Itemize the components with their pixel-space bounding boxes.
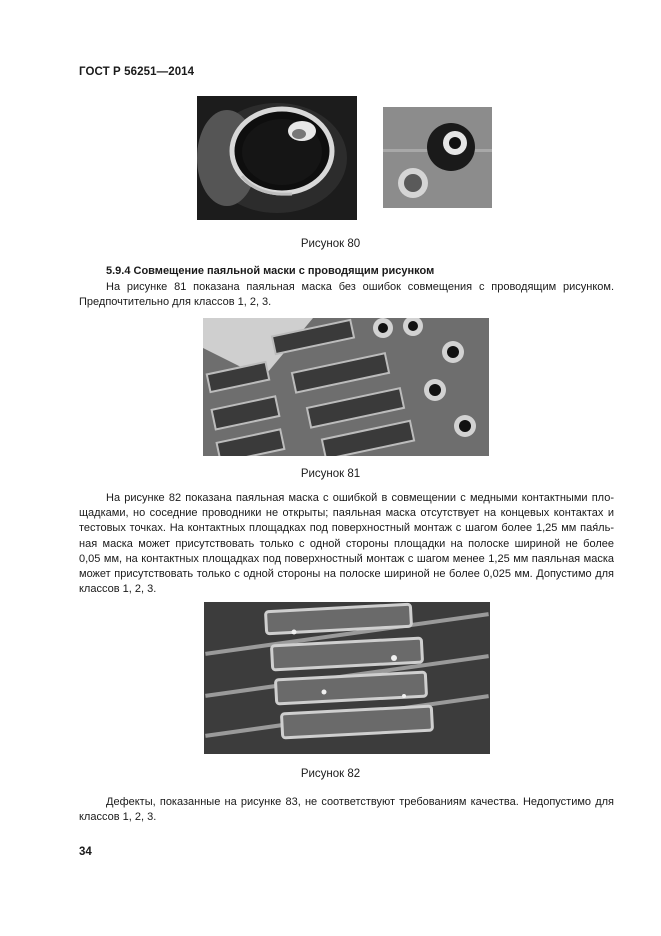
paragraph-line: На рисунке 81 показана паяльная маска без ошибок совмещения с проводящим рисунком. xyxy=(106,281,614,293)
figure-80-caption: Рисунок 80 xyxy=(300,238,361,250)
figure-82-caption: Рисунок 82 xyxy=(300,768,361,780)
figure-81-photo xyxy=(203,318,489,456)
paragraph-1 xyxy=(79,280,614,310)
paragraph-2 xyxy=(79,491,614,597)
paragraph-line: На рисунке 82 показана паяльная маска с ошибкой в совмещении с медными контактными пло- xyxy=(106,492,614,504)
paragraph-3 xyxy=(79,795,614,825)
paragraph-line: 0,05 мм, на контактных площадках под поверхностный монтаж с шагом менее 1,25 мм паяльная маска xyxy=(79,552,614,565)
paragraph-line: тестовых точках. На контактных площадках под поверхностный монтаж с шагом более 1,25 мм пая́ль- xyxy=(79,522,614,535)
paragraph-line: Предпочтительно для классов 1, 2, 3. xyxy=(79,296,272,309)
section-title: 5.9.4 Совмещение паяльной маски с проводящим рисунком xyxy=(106,265,435,277)
figure-81-caption: Рисунок 81 xyxy=(300,468,361,480)
paragraph-line: щадками, но соседние проводники не открыты; паяльная маска отсутствует на концевых контактах и xyxy=(79,507,614,520)
paragraph-line: ная маска может присутствовать только с одной стороны площадки на полоске шириной не более xyxy=(79,537,614,550)
paragraph-line: Дефекты, показанные на рисунке 83, не соответствуют требованиям качества. Недопустимо для xyxy=(106,796,614,808)
page-number: 34 xyxy=(79,846,92,858)
standard-header: ГОСТ Р 56251—2014 xyxy=(79,66,195,78)
paragraph-line: классов 1, 2, 3. xyxy=(79,583,157,596)
figure-82-photo xyxy=(204,602,490,754)
paragraph-line: может присутствовать только с одной стороны на полоске шириной не более 0,025 мм. Допустимо для xyxy=(79,568,614,581)
figure-80-photo-left xyxy=(197,96,357,220)
figure-80-photo-right xyxy=(383,107,492,208)
paragraph-line: классов 1, 2, 3. xyxy=(79,811,157,824)
